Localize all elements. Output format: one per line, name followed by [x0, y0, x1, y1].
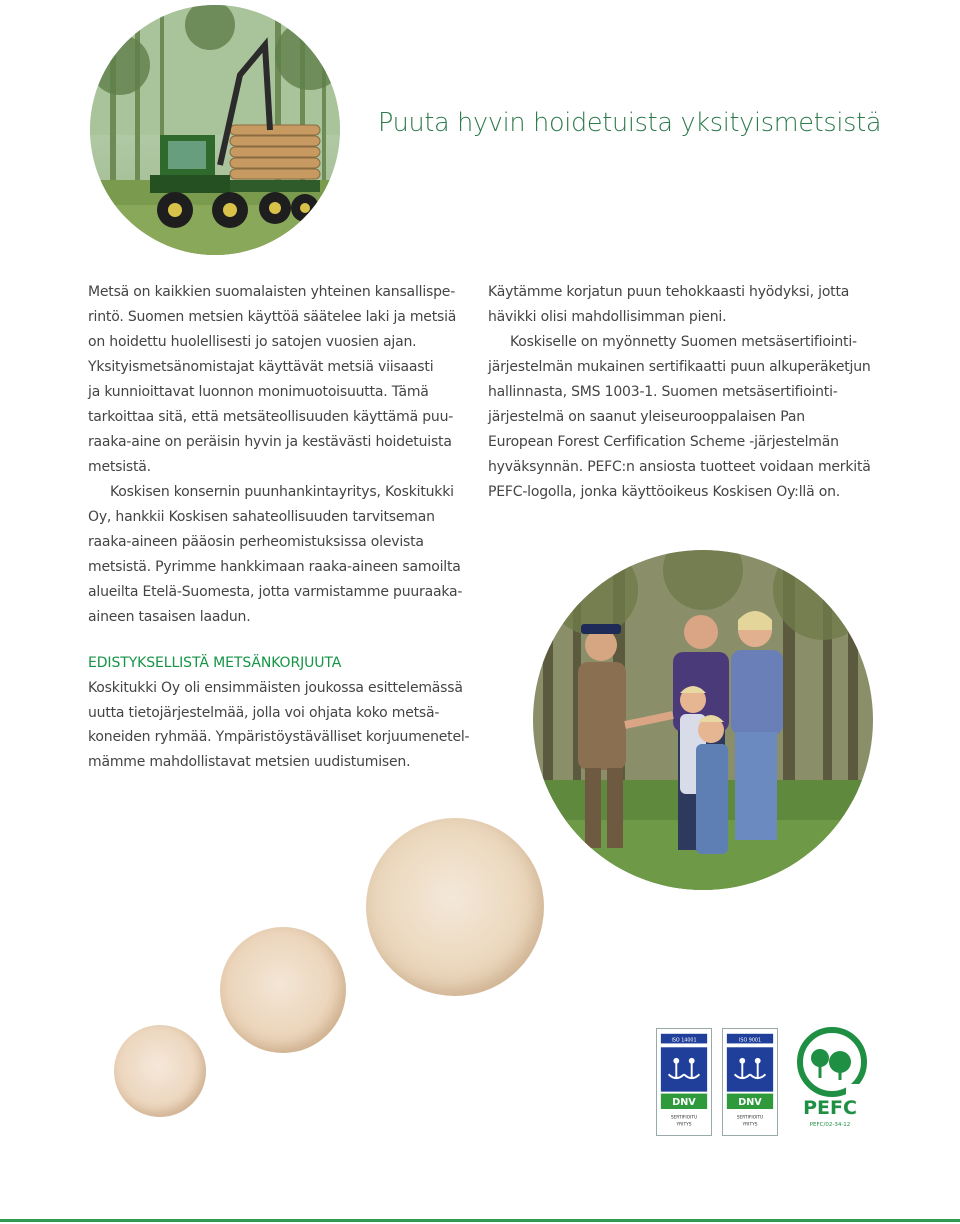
text-line: Metsä on kaikkien suomalaisten yhteinen kansallispe-	[88, 284, 456, 300]
section-body-text	[88, 676, 478, 774]
badge-sub-label: SERTIFIOITU	[736, 1115, 764, 1121]
paragraph	[488, 330, 888, 505]
text-line: ja kunnioittavat luonnon monimuotoisuutta. Tämä	[88, 384, 429, 400]
text-line: hävikki olisi mahdollisimman pieni.	[488, 309, 727, 325]
log-end-small	[114, 1025, 206, 1117]
paragraph	[88, 280, 473, 480]
badge-name: DNV	[738, 1097, 762, 1109]
text-line: metsistä. Pyrimme hankkimaan raaka-aineen samoilta	[88, 559, 461, 575]
forwarder-photo	[90, 5, 340, 255]
text-line: Käytämme korjatun puun tehokkaasti hyödyksi, jotta	[488, 284, 850, 300]
text-line: koneiden ryhmää. Ympäristöystävälliset korjuumenetel-	[88, 729, 470, 745]
badge-top-label: ISO 9001	[738, 1038, 762, 1044]
page-title: Puuta hyvin hoidetuista yksityismetsistä	[378, 108, 882, 138]
paragraph	[488, 280, 888, 330]
log-end-large	[366, 818, 544, 996]
right-column-text	[488, 280, 888, 505]
text-line: Koskiselle on myönnetty Suomen metsäsertifiointi-	[510, 334, 857, 350]
text-line: raaka-aineen pääosin perheomistuksissa olevista	[88, 534, 424, 550]
text-line: raaka-aine on peräisin hyvin ja kestävästi hoidetuista	[88, 434, 452, 450]
pefc-code: PEFC/02-34-12	[809, 1122, 851, 1128]
text-line: PEFC-logolla, jonka käyttöoikeus Koskisen Oy:llä on.	[488, 484, 840, 500]
text-line: Oy, hankkii Koskisen sahateollisuuden tarvitseman	[88, 509, 435, 525]
text-line: tarkoittaa sitä, että metsäteollisuuden käyttämä puu-	[88, 409, 454, 425]
section-heading: EDISTYKSELLISTÄ METSÄNKORJUUTA	[88, 655, 342, 671]
text-line: Koskisen konsernin puunhankintayritys, Koskitukki	[110, 484, 454, 500]
text-line: metsistä.	[88, 459, 151, 475]
dnv-iso-14001-badge	[656, 1028, 712, 1136]
paragraph	[88, 480, 473, 630]
forwarder-illustration	[90, 5, 340, 255]
text-line: järjestelmä on saanut yleiseurooppalaisen Pan	[488, 409, 805, 425]
text-line: uutta tietojärjestelmää, jolla voi ohjata koko metsä-	[88, 704, 440, 721]
badge-top-label: ISO 14001	[671, 1038, 697, 1044]
badge-sub-label: YRITYS	[742, 1122, 758, 1128]
text-line: aineen tasaisen laadun.	[88, 609, 251, 625]
text-line: Yksityismetsänomistajat käyttävät metsiä viisaasti	[88, 359, 434, 375]
text-line: järjestelmän mukainen sertifikaatti puun alkuperäketjun	[488, 359, 871, 375]
text-line: on hoidettu huolellisesti jo satojen vuosien ajan.	[88, 334, 417, 350]
pefc-logo	[790, 1026, 874, 1132]
text-line: hallinnasta, SMS 1003-1. Suomen metsäsertifiointi-	[488, 384, 838, 400]
pefc-wordmark: PEFC	[803, 1097, 857, 1119]
text-line: mämme mahdollistavat metsien uudistumisen.	[88, 753, 411, 770]
text-line: rintö. Suomen metsien käyttöä säätelee laki ja metsiä	[88, 309, 457, 325]
tree-icon	[811, 1049, 851, 1080]
log-end-medium	[220, 927, 346, 1053]
badge-sub-label: YRITYS	[676, 1122, 692, 1128]
badge-sub-label: SERTIFIOITU	[670, 1115, 698, 1121]
bottom-rule	[0, 1219, 960, 1222]
text-line: hyväksynnän. PEFC:n ansiosta tuotteet voidaan merkitä	[488, 459, 871, 475]
family-forest-photo	[533, 550, 873, 890]
text-line: alueilta Etelä-Suomesta, jotta varmistamme puuraaka-	[88, 584, 463, 600]
text-line: Koskitukki Oy oli ensimmäisten joukossa esittelemässä	[88, 680, 463, 696]
badge-name: DNV	[672, 1097, 696, 1109]
left-column-text	[88, 280, 473, 630]
family-illustration	[533, 550, 873, 890]
dnv-iso-9001-badge	[722, 1028, 778, 1136]
text-line: European Forest Cerfification Scheme -järjestelmän	[488, 434, 839, 450]
